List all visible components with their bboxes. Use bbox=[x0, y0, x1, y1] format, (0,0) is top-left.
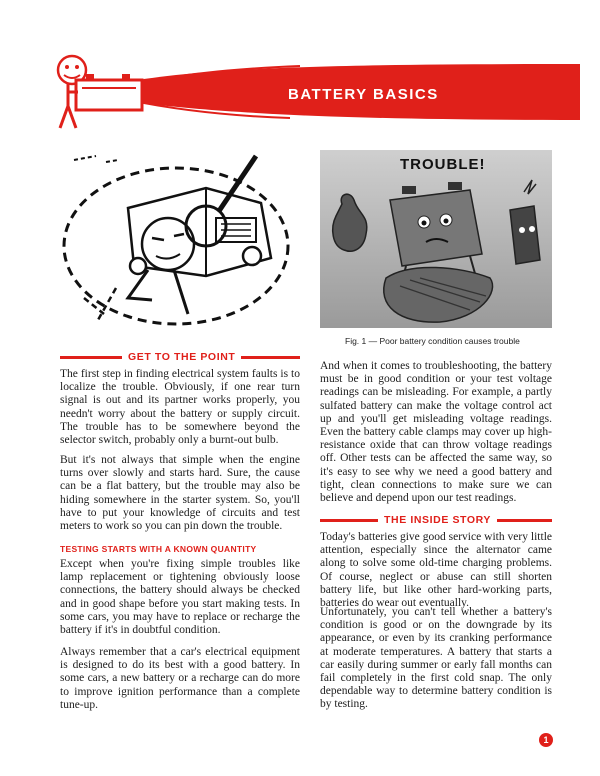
page-number: 1 bbox=[539, 733, 553, 747]
trouble-parts-photo bbox=[320, 150, 552, 328]
section-heading-the-inside-story bbox=[320, 513, 552, 527]
photo-label: TROUBLE! bbox=[400, 156, 486, 173]
page-title: BATTERY BASICS bbox=[288, 86, 439, 103]
paragraph: Always remember that a car's electrical equipment is designed to do its best with a good battery. In some cars, a new battery or a recharge can do more to improve ignition performance than a complete tune-up. bbox=[60, 646, 300, 711]
paragraph: Today's batteries give good service with very little attention, especially since the alternator came along to solve some old-time charging problems. Of course, neglect or abuse can still shorten battery life, but like other hard-working parts, batteries do wear out eventually. bbox=[320, 531, 552, 610]
figure-caption: Fig. 1 — Poor battery condition causes trouble bbox=[345, 336, 520, 346]
paragraph: Except when you're fixing simple troubles like lamp replacement or tightening obviously loose connections, the battery should always be checked and in good shape before you start making tests. In some cars, you may have to replace or recharge the battery if it's in doubtful condition. bbox=[60, 558, 300, 637]
section-heading-text: THE INSIDE STORY bbox=[384, 514, 492, 526]
paragraph: But it's not always that simple when the engine turns over slowly and starts hard. Sure, the cause can be a flat battery, but the trouble may also be hiding somewhere in the starter system. So, you'll have to put your knowledge of circuits and test meters to work so you can pin down the trouble. bbox=[60, 454, 300, 533]
section-heading-get-to-the-point bbox=[60, 350, 300, 364]
subheading-testing: TESTING STARTS WITH A KNOWN QUANTITY bbox=[60, 544, 257, 554]
paragraph: And when it comes to troubleshooting, the battery must be in good condition or your test voltage readings can be misleading. For example, a partly sulfated battery can make the voltage control act up and you'll get misleading voltage readings. Even the battery cable clamps may cover up high-resistance oxide that can throw voltage readings off. Other tests can be affected the same way, so it's easy to see why we need a good battery and tight, clean connections to make sure we can believe and depend upon our test readings. bbox=[320, 360, 552, 505]
paragraph: Unfortunately, you can't tell whether a battery's condition is good or on the downgrade by its appearance, or even by its cranking performance at moderate temperatures. A battery that starts a car easily during summer or early fall months can fail completely in the first cold snap. The only dependable way to determine battery condition is by testing. bbox=[320, 606, 552, 711]
paragraph: The first step in finding electrical system faults is to localize the trouble. Obviously, if one rear turn signal is out and its partner works properly, you needn't worry about the battery or supply circuit. The trouble has to be somewhere beyond the selector switch, probably only a burnt-out bulb. bbox=[60, 368, 300, 447]
section-heading-text: GET TO THE POINT bbox=[128, 351, 236, 363]
battery-mascot-icon bbox=[46, 48, 156, 148]
magnifier-detective-illustration bbox=[56, 148, 306, 338]
